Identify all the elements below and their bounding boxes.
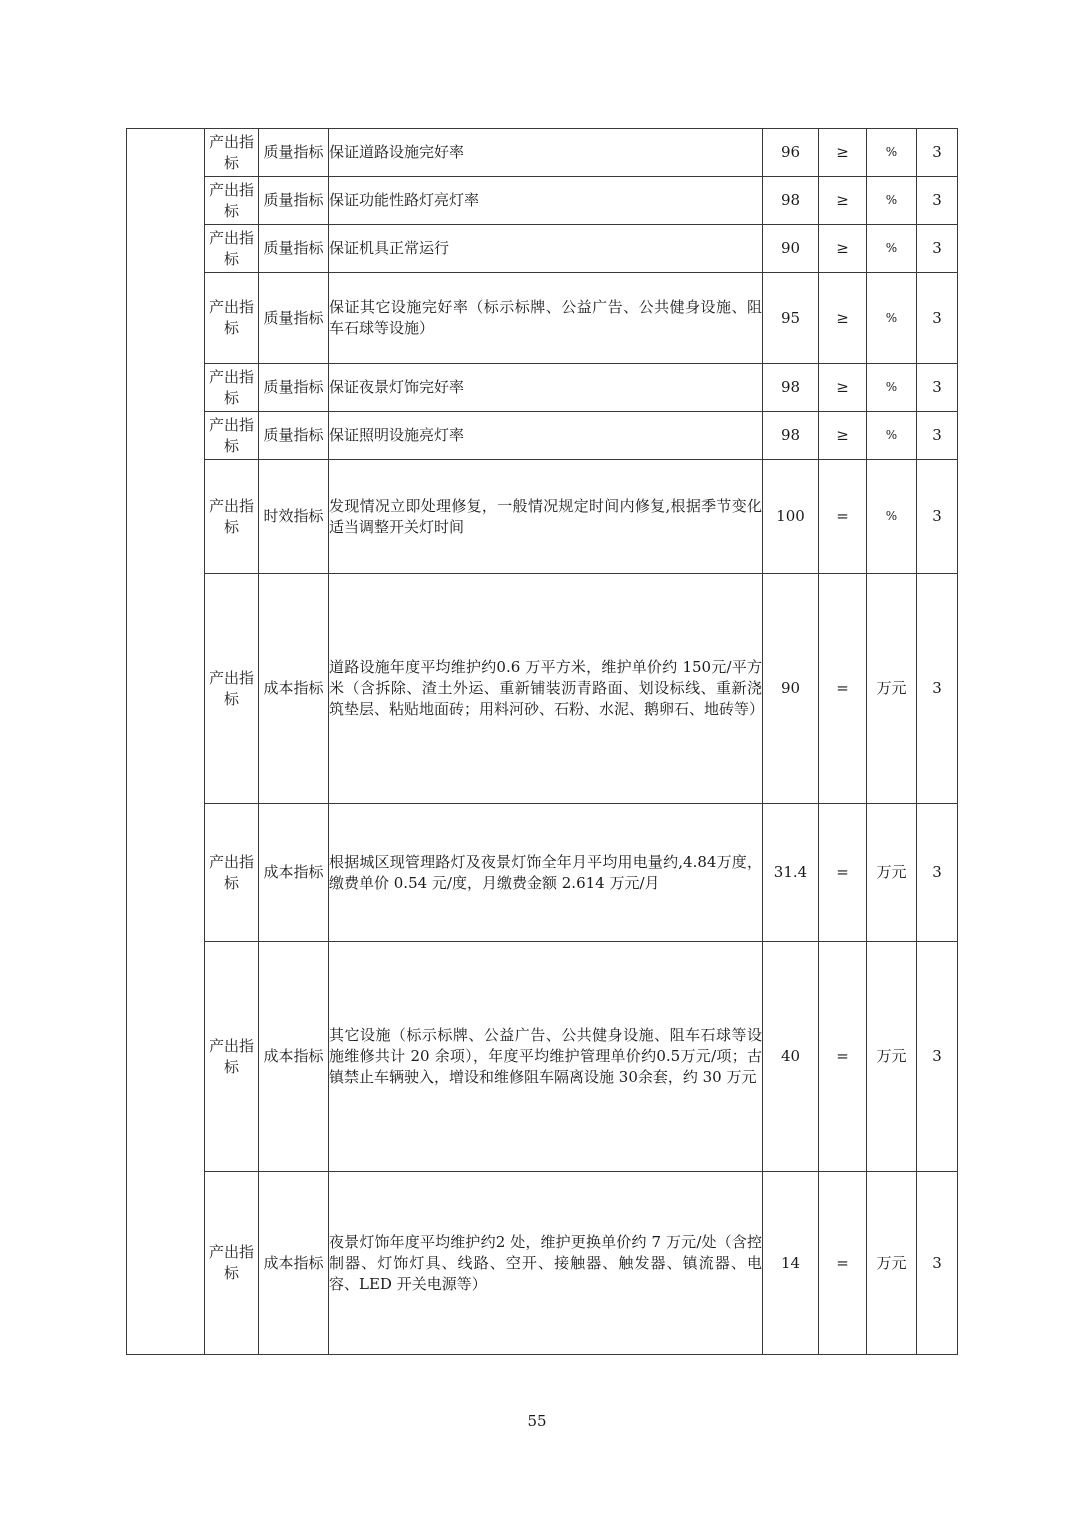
- table-row: [127, 1172, 958, 1355]
- score-cell: 3: [917, 804, 958, 942]
- category-cell: 产出指标: [205, 942, 259, 1172]
- subcategory-cell: 时效指标: [259, 460, 329, 574]
- unit-cell: %: [867, 364, 917, 412]
- unit-cell: 万元: [867, 942, 917, 1172]
- score-cell: 3: [917, 364, 958, 412]
- table-row: [127, 804, 958, 942]
- value-cell: 98: [763, 177, 819, 225]
- category-cell: 产出指标: [205, 273, 259, 364]
- operator-cell: ≥: [819, 273, 867, 364]
- operator-cell: ≥: [819, 412, 867, 460]
- operator-cell: ≥: [819, 129, 867, 177]
- subcategory-cell: 成本指标: [259, 1172, 329, 1355]
- operator-cell: =: [819, 942, 867, 1172]
- table-row: [127, 942, 958, 1172]
- score-cell: 3: [917, 273, 958, 364]
- description-cell: 其它设施（标示标牌、公益广告、公共健身设施、阻车石球等设施维修共计 20 余项），年度平均维护管理单价约0.5万元/项；古镇禁止车辆驶入，增设和维修阻车隔离设施 30余套，约 30 万元: [329, 942, 763, 1172]
- unit-cell: %: [867, 273, 917, 364]
- category-cell: 产出指标: [205, 1172, 259, 1355]
- unit-cell: 万元: [867, 804, 917, 942]
- unit-cell: %: [867, 412, 917, 460]
- operator-cell: ≥: [819, 177, 867, 225]
- score-cell: 3: [917, 129, 958, 177]
- description-cell: 保证夜景灯饰完好率: [329, 364, 763, 412]
- category-cell: 产出指标: [205, 412, 259, 460]
- indicator-table: [126, 128, 958, 1355]
- subcategory-cell: 质量指标: [259, 177, 329, 225]
- operator-cell: ≥: [819, 364, 867, 412]
- subcategory-cell: 质量指标: [259, 364, 329, 412]
- category-cell: 产出指标: [205, 574, 259, 804]
- value-cell: 90: [763, 225, 819, 273]
- unit-cell: %: [867, 177, 917, 225]
- table-row: [127, 574, 958, 804]
- value-cell: 96: [763, 129, 819, 177]
- value-cell: 14: [763, 1172, 819, 1355]
- subcategory-cell: 成本指标: [259, 804, 329, 942]
- category-cell: 产出指标: [205, 364, 259, 412]
- table-row: [127, 273, 958, 364]
- score-cell: 3: [917, 225, 958, 273]
- table-row: [127, 129, 958, 177]
- value-cell: 98: [763, 364, 819, 412]
- description-cell: 保证照明设施亮灯率: [329, 412, 763, 460]
- operator-cell: =: [819, 804, 867, 942]
- subcategory-cell: 质量指标: [259, 412, 329, 460]
- category-cell: 产出指标: [205, 177, 259, 225]
- subcategory-cell: 质量指标: [259, 273, 329, 364]
- description-cell: 根据城区现管理路灯及夜景灯饰全年月平均用电量约,4.84万度，缴费单价 0.54 元/度，月缴费金额 2.614 万元/月: [329, 804, 763, 942]
- operator-cell: =: [819, 1172, 867, 1355]
- unit-cell: 万元: [867, 574, 917, 804]
- category-cell: 产出指标: [205, 225, 259, 273]
- value-cell: 31.4: [763, 804, 819, 942]
- subcategory-cell: 成本指标: [259, 574, 329, 804]
- table-row: [127, 364, 958, 412]
- category-cell: 产出指标: [205, 129, 259, 177]
- value-cell: 98: [763, 412, 819, 460]
- category-cell: 产出指标: [205, 804, 259, 942]
- category-cell: 产出指标: [205, 460, 259, 574]
- unit-cell: %: [867, 225, 917, 273]
- value-cell: 95: [763, 273, 819, 364]
- merged-blank-cell: [127, 129, 205, 1355]
- description-cell: 发现情况立即处理修复，一般情况规定时间内修复,根据季节变化适当调整开关灯时间: [329, 460, 763, 574]
- score-cell: 3: [917, 574, 958, 804]
- unit-cell: %: [867, 129, 917, 177]
- description-cell: 保证功能性路灯亮灯率: [329, 177, 763, 225]
- table-row: [127, 225, 958, 273]
- operator-cell: ≥: [819, 225, 867, 273]
- description-cell: 保证其它设施完好率（标示标牌、公益广告、公共健身设施、阻车石球等设施）: [329, 273, 763, 364]
- score-cell: 3: [917, 942, 958, 1172]
- value-cell: 40: [763, 942, 819, 1172]
- value-cell: 90: [763, 574, 819, 804]
- table-row: [127, 460, 958, 574]
- value-cell: 100: [763, 460, 819, 574]
- unit-cell: 万元: [867, 1172, 917, 1355]
- description-cell: 道路设施年度平均维护约0.6 万平方米，维护单价约 150元/平方米（含拆除、渣土外运、重新铺装沥青路面、划设标线、重新浇筑垫层、粘贴地面砖；用料河砂、石粉、水泥、鹅卵石、地砖等）: [329, 574, 763, 804]
- description-cell: 保证机具正常运行: [329, 225, 763, 273]
- page-number: 55: [527, 1412, 547, 1430]
- subcategory-cell: 质量指标: [259, 225, 329, 273]
- description-cell: 保证道路设施完好率: [329, 129, 763, 177]
- table-row: [127, 412, 958, 460]
- score-cell: 3: [917, 177, 958, 225]
- description-cell: 夜景灯饰年度平均维护约2 处，维护更换单价约 7 万元/处（含控制器、灯饰灯具、线路、空开、接触器、触发器、镇流器、电容、LED 开关电源等）: [329, 1172, 763, 1355]
- score-cell: 3: [917, 1172, 958, 1355]
- table-row: [127, 177, 958, 225]
- operator-cell: =: [819, 574, 867, 804]
- score-cell: 3: [917, 412, 958, 460]
- subcategory-cell: 质量指标: [259, 129, 329, 177]
- subcategory-cell: 成本指标: [259, 942, 329, 1172]
- operator-cell: =: [819, 460, 867, 574]
- score-cell: 3: [917, 460, 958, 574]
- unit-cell: %: [867, 460, 917, 574]
